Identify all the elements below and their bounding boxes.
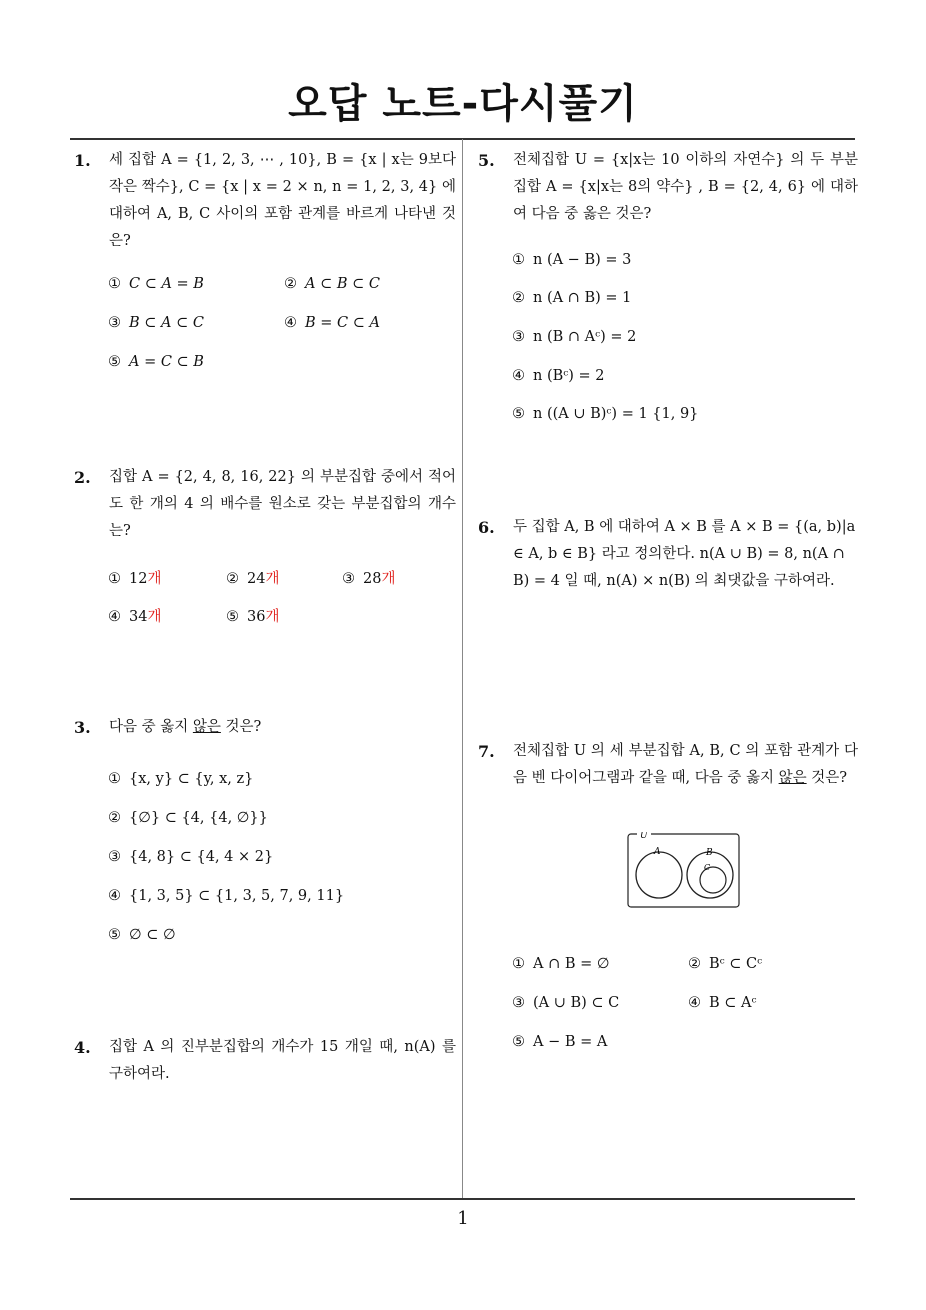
page-title: 오답 노트-다시풀기	[288, 81, 638, 127]
question-number: 2.	[74, 468, 91, 487]
option-3[interactable]: ③ (A ∪ B) ⊂ C	[512, 995, 620, 1011]
option-5[interactable]: ⑤ A = C ⊂ B	[108, 354, 204, 370]
question-number: 1.	[74, 151, 91, 170]
question-text: 다음 중 옳지 않은 것은?	[109, 719, 262, 735]
page-number: 1	[457, 1208, 469, 1229]
question-number: 7.	[478, 742, 495, 761]
option-5[interactable]: ⑤ n ((A ∪ B)ᶜ) = 1 {1, 9}	[512, 406, 699, 422]
question-6	[478, 514, 858, 595]
option-5[interactable]: ⑤ ∅ ⊂ ∅	[108, 927, 176, 943]
venn-label-u: U	[640, 832, 648, 841]
option-5[interactable]: ⑤ A − B = A	[512, 1034, 608, 1050]
option-1[interactable]: ① A ∩ B = ∅	[512, 956, 610, 972]
question-text: 집합 A = {2, 4, 8, 16, 22} 의 부분집합 중에서 적어도 한 개의 4 의 배수를 원소로 갖는 부분집합의 개수는?	[109, 469, 456, 539]
question-text: 집합 A 의 진부분집합의 개수가 15 개일 때, n(A) 를 구하여라.	[109, 1039, 456, 1082]
question-number: 3.	[74, 718, 91, 737]
question-7	[478, 738, 858, 792]
venn-label-b: B	[706, 848, 713, 858]
option-3[interactable]: ③ n (B ∩ Aᶜ) = 2	[512, 329, 637, 345]
column-divider	[462, 139, 463, 1198]
question-text: 전체집합 U = {x|x는 10 이하의 자연수} 의 두 부분집합 A = {x|x는 8의 약수} , B = {2, 4, 6} 에 대하여 다음 중 옳은 것은?	[513, 152, 858, 222]
question-text: 세 집합 A = {1, 2, 3, ⋯ , 10}, B = {x | x는 9보다 작은 짝수}, C = {x | x = 2 × n, n = 1, 2, 3, 4} 에 대하여 A, B, C 사이의 포함 관계를 바르게 나타낸 것은?	[109, 152, 456, 249]
option-4[interactable]: ④ B ⊂ Aᶜ	[688, 995, 757, 1011]
option-3[interactable]: ③ B ⊂ A ⊂ C	[108, 315, 204, 331]
option-2[interactable]: ② 24개	[226, 571, 280, 587]
question-2	[74, 464, 456, 545]
question-1	[74, 147, 456, 255]
option-2[interactable]: ② {∅} ⊂ {4, {4, ∅}}	[108, 810, 268, 826]
question-number: 6.	[478, 518, 495, 537]
question-text: 두 집합 A, B 에 대하여 A × B 를 A × B = {(a, b)|a ∈ A, b ∈ B} 라고 정의한다. n(A ∪ B) = 8, n(A ∩ B) = 4 일 때, n(A) × n(B) 의 최댓값을 구하여라.	[513, 519, 856, 589]
option-5[interactable]: ⑤ 36개	[226, 609, 280, 625]
option-3[interactable]: ③ 28개	[342, 571, 396, 587]
option-4[interactable]: ④ 34개	[108, 609, 162, 625]
question-3	[74, 714, 456, 741]
venn-circle-a	[636, 852, 682, 898]
option-1[interactable]: ① C ⊂ A = B	[108, 276, 204, 292]
option-2[interactable]: ② n (A ∩ B) = 1	[512, 290, 632, 306]
option-4[interactable]: ④ B = C ⊂ A	[284, 315, 380, 331]
question-number: 5.	[478, 151, 495, 170]
venn-diagram	[627, 832, 741, 910]
option-2[interactable]: ② Bᶜ ⊂ Cᶜ	[688, 956, 763, 972]
option-1[interactable]: ① 12개	[108, 571, 162, 587]
option-4[interactable]: ④ n (Bᶜ) = 2	[512, 368, 605, 384]
venn-label-a: A	[654, 847, 661, 857]
question-number: 4.	[74, 1038, 91, 1057]
bottom-rule	[70, 1198, 855, 1200]
option-3[interactable]: ③ {4, 8} ⊂ {4, 4 × 2}	[108, 849, 274, 865]
question-text: 전체집합 U 의 세 부분집합 A, B, C 의 포함 관계가 다음 벤 다이어그램과 같을 때, 다음 중 옳지 않은 것은?	[513, 743, 858, 786]
question-4	[74, 1034, 456, 1088]
option-2[interactable]: ② A ⊂ B ⊂ C	[284, 276, 380, 292]
option-4[interactable]: ④ {1, 3, 5} ⊂ {1, 3, 5, 7, 9, 11}	[108, 888, 345, 904]
venn-circle-b	[687, 852, 733, 898]
question-5	[478, 147, 858, 228]
venn-label-c: C	[704, 863, 711, 872]
emphasis-underline: 않은	[192, 719, 221, 735]
option-1[interactable]: ① {x, y} ⊂ {y, x, z}	[108, 771, 254, 787]
emphasis-underline: 않은	[778, 770, 807, 786]
option-1[interactable]: ① n (A − B) = 3	[512, 252, 632, 268]
